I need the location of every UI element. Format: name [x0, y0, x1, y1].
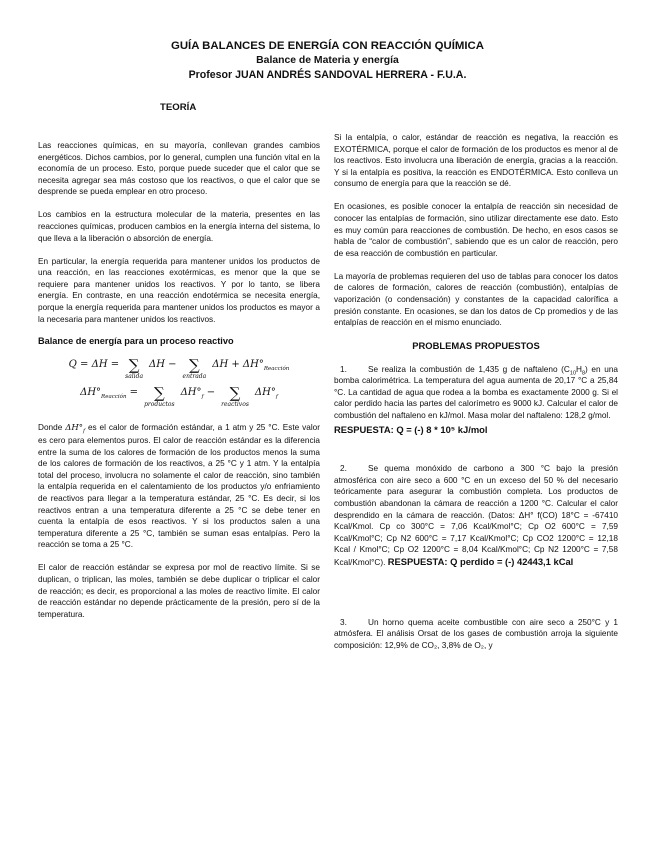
paragraph: En particular, la energía requerida para mantener unidos los productos de una reacción, en las reacciones exotérmicas, es menor que la que se requiere para mantener unidos los reactivos. Y por lo tanto, se libera energía. En contraste, en una reacción endotérmica se necesita energía, porque la energía requerida para mantener unidos los productos es mayor a la necesaria para mantener unidos los reactivos.	[38, 256, 320, 324]
paragraph: Los cambios en la estructura molecular de la materia, presentes en las reacciones químicas, producen cambios en la energía interna del sistema, lo que lleva a la liberación o absorción de energía.	[38, 210, 320, 243]
problem-2: 2. Se quema monóxido de carbono a 300 °C bajo la presión atmosférica con aire seco a 600 °C en un exceso del 50 % del necesario teóricamente para asegurar la combustión completa. Los productos de combustión abandonan la cámara de reacción a 1200 °C. Calcular el calor desprendido en la cámara de reacción. (Datos: ΔH° f(CO) 18°C = -67410 Kcal/Kmol. Cp co 300°C = 7,06 Kcal/Kmol°C; Cp O2 600°C = 7,59 Kcal/Kmol°C; Cp N2 600°C = 7,17 Kcal/Kmol°C; Cp CO2 1200°C = 12,18 Kcal / Kmol°C; Cp O2 1200°C = 8,04 Kcal/Kmol°C; Cp N2 1200°C = 7,58 Kcal/Kmol°C). RESPUESTA: Q perdido = (-) 42443,1 kCal	[334, 464, 618, 567]
problem-2-answer: RESPUESTA: Q perdido = (-) 42443,1 kCal	[387, 555, 574, 567]
document-title: GUÍA BALANCES DE ENERGÍA CON REACCIÓN QUÍMICA	[170, 40, 485, 52]
paragraph: En ocasiones, es posible conocer la entalpía de reacción sin necesidad de conocer las entalpías de formación, sino utilizar directamente ese dato. Esto es muy común para reacciones de combustión. De hecho, en esos casos se habla de “calor de combustión”, sabiendo que es un calor de reacción, pero de esa reacción de combustión en particular.	[334, 202, 618, 258]
document-author: Profesor JUAN ANDRÉS SANDOVAL HERRERA - F.U.A.	[188, 69, 467, 81]
right-column	[334, 132, 618, 663]
left-column	[38, 140, 320, 632]
paragraph: La mayoría de problemas requieren del uso de tablas para conocer los datos de calores de formación, calores de reacción (combustión), entalpías de vaporización (o condensación) y constantes de la capacidad calorífica a presión constante. En ocasiones, se dan los datos de Cp promedios y de las entalpías de reacción en el mismo enunciado.	[334, 271, 618, 328]
equation-2: $\Delta H^\circ_{Reacción}$ = ∑ productos $\Delta H^\circ_f$ − ∑ reactivos $\Delta H^\circ_f$	[80, 384, 278, 409]
energy-balance-equations	[38, 358, 320, 408]
paragraph: Donde $\Delta H^\circ_f$ es el calor de formación estándar, a 1 atm y 25 °C. Este valor es cero para elementos puros. El calor de reacción estándar es la diferencia entre la suma de los calores de formación de los productos menos la suma de los calores de formación de los reactivos, a 25 °C y 1 atm. Y la entalpía total del proceso, involucra no solamente el calor de reacción, sino también la entalpía requerida en el calentamiento de los productos y/o enfriamiento de reactivos para llegar a la temperatura estándar, 25 °C. Es decir, si los reactivos entran a una temperatura diferente a 25 °C se debe tener en cuenta la entalpía de esos reactivos. Y si los productos salen a una temperatura diferente a 25 °C, también se suman esas entalpías. Pero la reacción se toma a 25 °C.	[38, 423, 320, 550]
problem-1-answer: RESPUESTA: Q = (-) 8 * 10⁵ kJ/mol	[334, 423, 488, 435]
paragraph: Si la entalpía, o calor, estándar de reacción es negativa, la reacción es EXOTÉRMICA, porque el calor de formación de los productos es menor al de los reactivos. Esto involucra una liberación de energía, gracias a la reacción. Y si la entalpía es positiva, la reacción es ENDOTÉRMICA. Esto conlleva un consumo de energía para que la reacción se dé.	[334, 133, 618, 189]
problems-heading: PROBLEMAS PROPUESTOS	[412, 340, 540, 352]
subheading-energy-balance: Balance de energía para un proceso reactivo	[38, 336, 234, 347]
equation-1: Q = ΔH = ∑ salida ΔH − ∑ entrada $\Delta H + \Delta H^\circ_{Reacción}$	[68, 356, 290, 381]
paragraph: El calor de reacción estándar se expresa por mol de reactivo límite. Si se duplican, o triplican, las moles, también se debe duplicar o triplicar el calor de reacción; es decir, es proporcional a las moles de reactivo límite. El calor de reacción estándar no depende prácticamente de la presión, pero sí de la temperatura.	[38, 563, 320, 619]
section-heading-teoria: TEORÍA	[160, 102, 197, 113]
problem-1: 1. Se realiza la combustión de 1,435 g de naftaleno $(C_{10}H_8)$ en una bomba calorimétrica. La temperatura del agua aumenta de 20,17 °C a 25,84 °C. La cantidad de agua que rodea a la bomba es exactamente 2000 g. Si el calor perdido hacia las partes del calorímetro es 9000 kJ. Calcular el calor de combustión del naftaleno en kJ/mol. Masa molar del naftaleno: 128,2 g/mol.	[334, 364, 618, 421]
problem-3: 3. Un horno quema aceite combustible con aire seco a 250°C y 1 atmósfera. El análisis Orsat de los gases de combustión arroja la siguiente composición: 12,9% de CO₂, 3,8% de O₂, y	[334, 617, 618, 650]
paragraph: Las reacciones químicas, en su mayoría, conllevan grandes cambios energéticos. Dichos cambios, por lo general, cumplen una función vital en la economía de un proceso. Esto, porque puede suceder que el calor que se necesita agregar sea más costoso que los reactivos, o que el calor que se desprende se pueda emplear en otro proceso.	[38, 141, 320, 197]
document-subtitle: Balance de Materia y energía	[256, 55, 399, 66]
